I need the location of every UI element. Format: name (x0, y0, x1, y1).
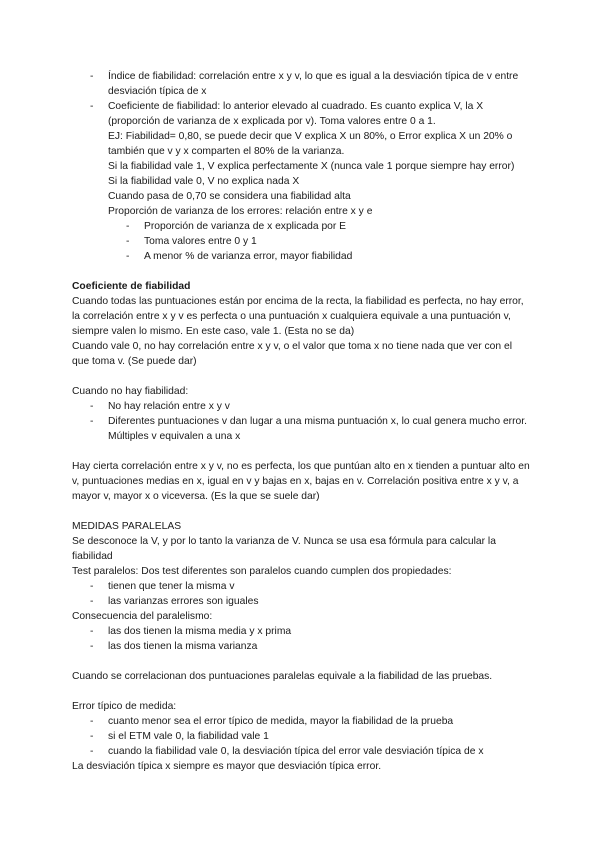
indented-line: Cuando pasa de 0,70 se considera una fiabilidad alta (108, 191, 351, 202)
bullet-dash: - (126, 251, 130, 262)
list-item (72, 249, 532, 264)
bullet-dash: - (90, 401, 94, 412)
bullet-dash: - (90, 731, 94, 742)
bullet-text: cuanto menor sea el error típico de medida, mayor la fiabilidad de la prueba (108, 716, 454, 727)
spacer (72, 654, 532, 669)
indented-line: EJ: Fiabilidad= 0,80, se puede decir que V explica X un 80%, o Error explica X un 20% o también que v y x comparten el 80% de la varianza. (108, 131, 513, 157)
spacer (72, 264, 532, 279)
bullet-text: Proporción de varianza de x explicada por E (144, 221, 347, 232)
parallel-test-list (72, 579, 532, 609)
list-item (72, 69, 532, 99)
section-heading: Coeficiente de fiabilidad (72, 281, 191, 292)
paragraph: Test paralelos: Dos test diferentes son paralelos cuando cumplen dos propiedades: (72, 566, 452, 577)
bullet-dash: - (90, 626, 94, 637)
bullet-text: las dos tienen la misma varianza (108, 641, 258, 652)
list-item (72, 414, 532, 444)
bullet-text: Coeficiente de fiabilidad: lo anterior elevado al cuadrado. Es cuanto explica V, la X (proporción de varianza de x explicada por v). Toma valores entre 0 a 1. (108, 101, 484, 127)
bullet-text: No hay relación entre x y v (108, 401, 230, 412)
parallelism-consequence-list (72, 624, 532, 654)
bullet-text: Toma valores entre 0 y 1 (144, 236, 257, 247)
list-item (72, 399, 532, 414)
paragraph: La desviación típica x siempre es mayor que desviación típica error. (72, 761, 382, 772)
bullet-dash: - (90, 746, 94, 757)
bullet-dash: - (90, 581, 94, 592)
bullet-dash: - (126, 236, 130, 247)
paragraph: Cuando se correlacionan dos puntuaciones paralelas equivale a la fiabilidad de las pruebas. (72, 671, 493, 682)
indented-line: Proporción de varianza de los errores: relación entre x y e (108, 206, 373, 217)
bullet-dash: - (90, 416, 94, 427)
bullet-text: las varianzas errores son iguales (108, 596, 259, 607)
spacer (72, 684, 532, 699)
bullet-text: tienen que tener la misma v (108, 581, 235, 592)
section-heading: MEDIDAS PARALELAS (72, 521, 182, 532)
bullet-dash: - (90, 596, 94, 607)
list-item (72, 714, 532, 729)
bullet-text: si el ETM vale 0, la fiabilidad vale 1 (108, 731, 269, 742)
list-item (72, 234, 532, 249)
list-item (72, 624, 532, 639)
spacer (72, 444, 532, 459)
list-item (72, 639, 532, 654)
list-item (72, 579, 532, 594)
paragraph: Se desconoce la V, y por lo tanto la varianza de V. Nunca se usa esa fórmula para calcular la fiabilidad (72, 536, 496, 562)
paragraph: Consecuencia del paralelismo: (72, 611, 213, 622)
indented-line: Si la fiabilidad vale 1, V explica perfectamente X (nunca vale 1 porque siempre hay error) (108, 161, 515, 172)
bullet-dash: - (126, 221, 130, 232)
list-item (72, 729, 532, 744)
bullet-dash: - (90, 641, 94, 652)
bullet-dash: - (90, 716, 94, 727)
list-item (72, 594, 532, 609)
list-item (72, 219, 532, 234)
bullet-text: las dos tienen la misma media y x prima (108, 626, 292, 637)
bullet-text: Diferentes puntuaciones v dan lugar a una misma puntuación x, lo cual genera mucho error. Múltiples v equivalen a una x (108, 416, 527, 442)
paragraph: Hay cierta correlación entre x y v, no es perfecta, los que puntúan alto en x tienden a puntuar alto en v, puntuaciones medias en x, igual en v y bajas en x, bajas en v. Correlación positiva entre x y v, a mayor v, mayor x o viceversa. (Es la que se suele dar) (72, 461, 530, 502)
bullet-text: A menor % de varianza error, mayor fiabilidad (144, 251, 353, 262)
paragraph: Error típico de medida: (72, 701, 177, 712)
measurement-error-list (72, 714, 532, 759)
list-item (72, 744, 532, 759)
paragraph: Cuando no hay fiabilidad: (72, 386, 189, 397)
spacer (72, 369, 532, 384)
spacer (72, 504, 532, 519)
error-variance-sublist (72, 219, 532, 264)
paragraph: Cuando vale 0, no hay correlación entre x y v, o el valor que toma x no tiene nada que ver con el que toma v. (Se puede dar) (72, 341, 512, 367)
document-content (72, 69, 532, 774)
bullet-text: cuando la fiabilidad vale 0, la desviación típica del error vale desviación típica de x (108, 746, 484, 757)
no-reliability-list (72, 399, 532, 444)
bullet-dash: - (90, 71, 94, 82)
reliability-index-list (72, 69, 532, 129)
indented-line: Si la fiabilidad vale 0, V no explica nada X (108, 176, 300, 187)
list-item (72, 99, 532, 129)
bullet-dash: - (90, 101, 94, 112)
bullet-text: Índice de fiabilidad: correlación entre x y v, lo que es igual a la desviación típica de v entre desviación típica de x (108, 71, 519, 97)
paragraph: Cuando todas las puntuaciones están por encima de la recta, la fiabilidad es perfecta, no hay error, la correlación entre x y v es perfecta o una puntuación x cualquiera equivale a una puntuación v, siempre valen lo mismo. En este caso, vale 1. (Esta no se da) (72, 296, 524, 337)
